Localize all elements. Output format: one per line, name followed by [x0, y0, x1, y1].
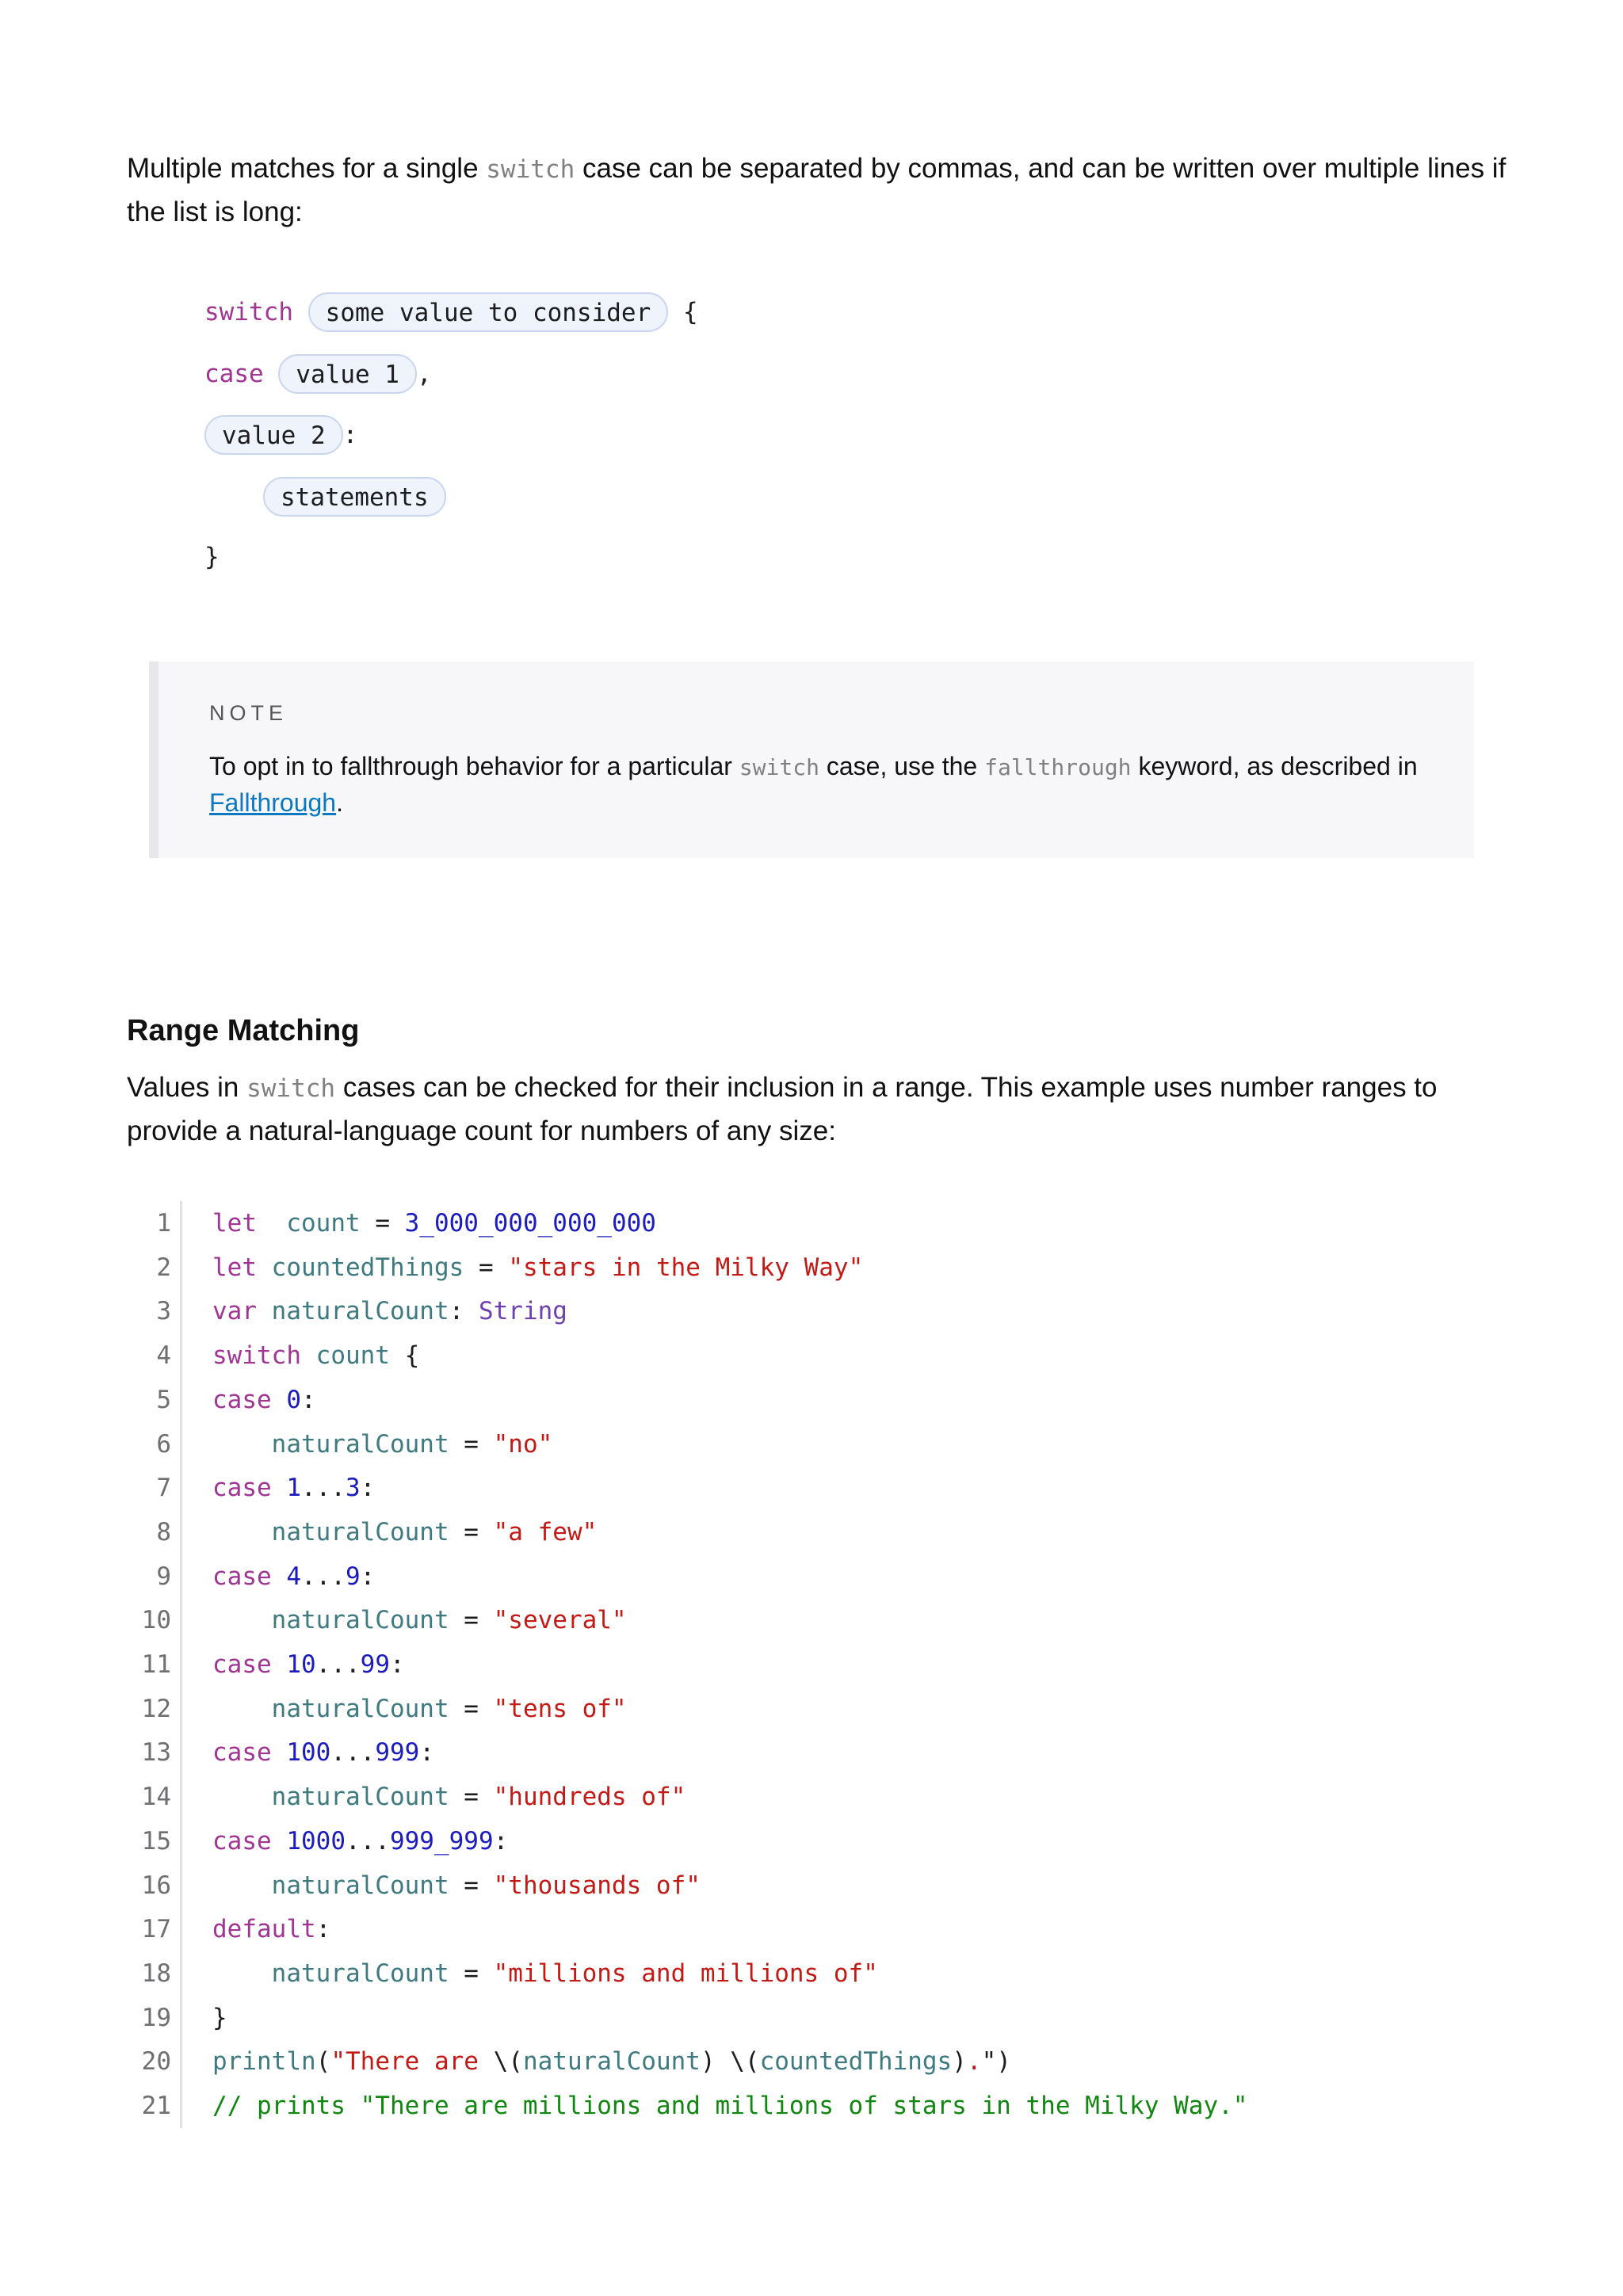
code-text [212, 1245, 863, 1290]
code-token: "no" [493, 1429, 553, 1459]
code-token: . [966, 2047, 982, 2077]
note-text-middle: case, use the [819, 752, 985, 780]
code-token: = [360, 1209, 405, 1238]
code-token: "There are [330, 2047, 494, 2077]
code-token: 999 [375, 1738, 420, 1768]
code-line [127, 1422, 1522, 1466]
line-number: 13 [141, 1738, 171, 1768]
code-token: case [212, 1385, 272, 1414]
comma: , [416, 360, 432, 388]
code-token: = [449, 1871, 494, 1900]
line-number: 5 [156, 1385, 171, 1414]
code-text [212, 1642, 405, 1687]
code-line [127, 1598, 1522, 1642]
line-number: 11 [141, 1650, 171, 1679]
line-number: 21 [141, 2092, 171, 2120]
code-line [127, 1333, 1522, 1378]
grammar-line-value2 [204, 412, 357, 458]
code-token: case [212, 1474, 272, 1503]
inline-code-fallthrough: fallthrough [984, 754, 1132, 780]
inline-code-switch: switch [486, 155, 575, 184]
placeholder-value-1: value 1 [278, 354, 417, 394]
keyword-switch: switch [204, 298, 293, 326]
code-token: : [301, 1385, 316, 1414]
range-text-start: Values in [127, 1072, 247, 1103]
code-token: 3 [346, 1474, 361, 1503]
code-text [212, 1996, 227, 2040]
note-callout [149, 662, 1474, 858]
code-token: ... [330, 1738, 376, 1768]
line-number: 7 [156, 1474, 171, 1503]
line-number: 3 [156, 1297, 171, 1326]
code-token: ... [301, 1474, 346, 1503]
code-token: : [315, 1915, 331, 1944]
code-token: ) \( [700, 2047, 760, 2077]
code-token: ... [301, 1562, 346, 1591]
code-token: default [212, 1915, 316, 1944]
note-text-after: keyword, as described in [1131, 752, 1418, 780]
code-line [127, 1466, 1522, 1510]
code-text [212, 1466, 375, 1510]
line-number: 20 [141, 2047, 171, 2077]
keyword-case: case [204, 360, 264, 388]
fallthrough-link[interactable]: Fallthrough [209, 788, 337, 817]
code-token [257, 1253, 272, 1282]
code-token: : [389, 1650, 405, 1679]
code-token [272, 1474, 287, 1502]
grammar-line-case [204, 351, 432, 397]
code-token [212, 1606, 272, 1634]
code-text [212, 1201, 656, 1245]
code-token: countedThings [271, 1253, 464, 1282]
code-line [127, 1907, 1522, 1951]
code-token: : [449, 1297, 479, 1326]
line-number: 14 [141, 1783, 171, 1812]
code-token: 3_000_000_000_000 [404, 1209, 656, 1238]
code-token: 9 [346, 1562, 361, 1591]
code-text [212, 1819, 508, 1863]
code-token [272, 1650, 287, 1679]
code-text [212, 1775, 685, 1819]
code-token: let [212, 1209, 257, 1238]
code-token: naturalCount [522, 2047, 701, 2077]
line-number: 17 [141, 1915, 171, 1944]
note-text-end: . [336, 788, 343, 817]
code-token: ... [345, 1826, 390, 1855]
code-token: naturalCount [271, 1783, 449, 1812]
code-token: case [212, 1562, 272, 1591]
code-line [127, 1554, 1522, 1599]
intro-paragraph [127, 147, 1522, 233]
code-token: 1000 [286, 1826, 346, 1855]
close-brace: } [204, 543, 220, 571]
code-text [212, 2084, 1247, 2128]
intro-text-end: case can be separated by commas, and can be written over multiple lines if the list is long: [127, 153, 1507, 227]
code-token [257, 1209, 286, 1238]
code-line [127, 1642, 1522, 1687]
code-token: 0 [286, 1385, 301, 1414]
code-token: "several" [493, 1606, 627, 1635]
code-token: 999_999 [389, 1826, 494, 1855]
code-listing [127, 1201, 1522, 2128]
line-number: 6 [156, 1429, 171, 1459]
code-token: "millions and millions of" [493, 1958, 878, 1988]
code-token: var [212, 1297, 257, 1326]
line-number: 1 [156, 1209, 171, 1238]
grammar-line-close [204, 534, 220, 580]
code-token [212, 1518, 272, 1547]
line-number: 12 [141, 1694, 171, 1723]
code-token [212, 1783, 272, 1811]
code-token: countedThings [759, 2047, 953, 2077]
code-line [127, 1775, 1522, 1819]
code-line [127, 2039, 1522, 2084]
code-token: "stars in the Milky Way" [508, 1253, 864, 1282]
code-token: naturalCount [271, 1871, 449, 1900]
code-text [212, 1554, 375, 1599]
code-line [127, 1951, 1522, 1996]
code-token: // prints "There are millions and millions of stars in the Milky Way." [212, 2092, 1248, 2120]
code-text [212, 1333, 419, 1378]
code-token: String [478, 1297, 567, 1326]
code-text [212, 1422, 552, 1466]
code-text [212, 1510, 597, 1554]
code-text [212, 1907, 330, 1951]
code-token: naturalCount [271, 1958, 449, 1988]
intro-text-start: Multiple matches for a single [127, 153, 487, 184]
code-line [127, 2084, 1522, 2128]
code-line [127, 1819, 1522, 1863]
code-token: = [449, 1606, 494, 1635]
code-token [212, 1695, 272, 1723]
code-token: count [315, 1341, 390, 1371]
colon: : [342, 421, 358, 449]
code-token: "thousands of" [493, 1871, 701, 1900]
range-paragraph [127, 1066, 1522, 1152]
code-token: case [212, 1650, 272, 1679]
code-text [212, 2039, 1011, 2084]
code-token: = [449, 1517, 494, 1547]
code-token: 10 [286, 1650, 316, 1679]
code-token: naturalCount [271, 1297, 449, 1326]
code-line [127, 1730, 1522, 1775]
code-token: = [449, 1783, 494, 1812]
code-token: ) [952, 2047, 967, 2077]
open-brace: { [682, 298, 698, 326]
note-text [209, 749, 1445, 820]
code-token: switch [212, 1341, 301, 1371]
code-line [127, 1378, 1522, 1422]
inline-code-switch: switch [739, 754, 819, 780]
code-token: ( [315, 2047, 331, 2077]
section-heading: Range Matching [127, 1014, 360, 1047]
code-token [212, 1959, 272, 1988]
code-token: count [286, 1209, 361, 1238]
line-number: 15 [141, 1826, 171, 1855]
placeholder-statements: statements [263, 477, 446, 517]
code-line [127, 1289, 1522, 1333]
note-label: NOTE [209, 701, 288, 725]
grammar-line-statements [263, 474, 446, 520]
code-token: "hundreds of" [493, 1783, 686, 1812]
code-line [127, 1245, 1522, 1290]
code-token: = [449, 1958, 494, 1988]
line-number: 4 [156, 1341, 171, 1371]
code-token: : [493, 1826, 509, 1855]
placeholder-value-2: value 2 [204, 415, 343, 455]
line-number: 18 [141, 1958, 171, 1988]
code-token: 100 [286, 1738, 331, 1768]
code-line [127, 1863, 1522, 1908]
code-token: 99 [360, 1650, 390, 1679]
code-line [127, 1201, 1522, 1245]
placeholder-some-value: some value to consider [308, 292, 669, 332]
code-text [212, 1378, 316, 1422]
code-token: ... [315, 1650, 361, 1679]
code-token: ") [981, 2047, 1011, 2077]
code-text [212, 1289, 567, 1333]
code-token: naturalCount [271, 1517, 449, 1547]
code-token: naturalCount [271, 1694, 449, 1723]
line-number: 16 [141, 1871, 171, 1900]
range-text-end: cases can be checked for their inclusion in a range. This example uses number ranges to provide a natural-language count for numbers of any size: [127, 1072, 1438, 1146]
inline-code-switch: switch [246, 1074, 336, 1103]
code-line [127, 1996, 1522, 2040]
code-token [257, 1297, 272, 1325]
code-token: "a few" [493, 1517, 598, 1547]
code-text [212, 1687, 627, 1731]
code-token: \( [493, 2047, 523, 2077]
grammar-line-switch [204, 289, 698, 335]
code-token: : [360, 1474, 376, 1503]
code-token: } [212, 2003, 227, 2032]
line-number: 19 [141, 2003, 171, 2032]
code-token: println [212, 2047, 316, 2077]
code-token [212, 1871, 272, 1900]
code-line [127, 1510, 1522, 1554]
code-token: let [212, 1253, 257, 1282]
code-text [212, 1730, 434, 1775]
note-text-start: To opt in to fallthrough behavior for a particular [209, 752, 739, 780]
line-number: 2 [156, 1253, 171, 1282]
code-token [272, 1386, 287, 1414]
code-token [212, 1430, 272, 1459]
line-number: 9 [156, 1562, 171, 1591]
code-line [127, 1687, 1522, 1731]
code-token: case [212, 1826, 272, 1855]
code-text [212, 1863, 701, 1908]
code-token [272, 1738, 287, 1767]
code-token: : [360, 1562, 376, 1591]
code-token [272, 1827, 287, 1855]
code-token: 1 [286, 1474, 301, 1503]
code-token [301, 1341, 316, 1370]
code-token: case [212, 1738, 272, 1768]
code-token: = [449, 1694, 494, 1723]
code-token: naturalCount [271, 1606, 449, 1635]
code-token: { [389, 1341, 420, 1371]
code-token: : [419, 1738, 434, 1768]
code-token: naturalCount [271, 1429, 449, 1459]
code-text [212, 1951, 878, 1996]
code-token [272, 1562, 287, 1591]
code-text [212, 1598, 627, 1642]
line-number: 10 [141, 1606, 171, 1635]
code-token: = [449, 1429, 494, 1459]
code-token: 4 [286, 1562, 301, 1591]
code-token: = [464, 1253, 509, 1282]
code-token: "tens of" [493, 1694, 627, 1723]
line-number: 8 [156, 1517, 171, 1547]
